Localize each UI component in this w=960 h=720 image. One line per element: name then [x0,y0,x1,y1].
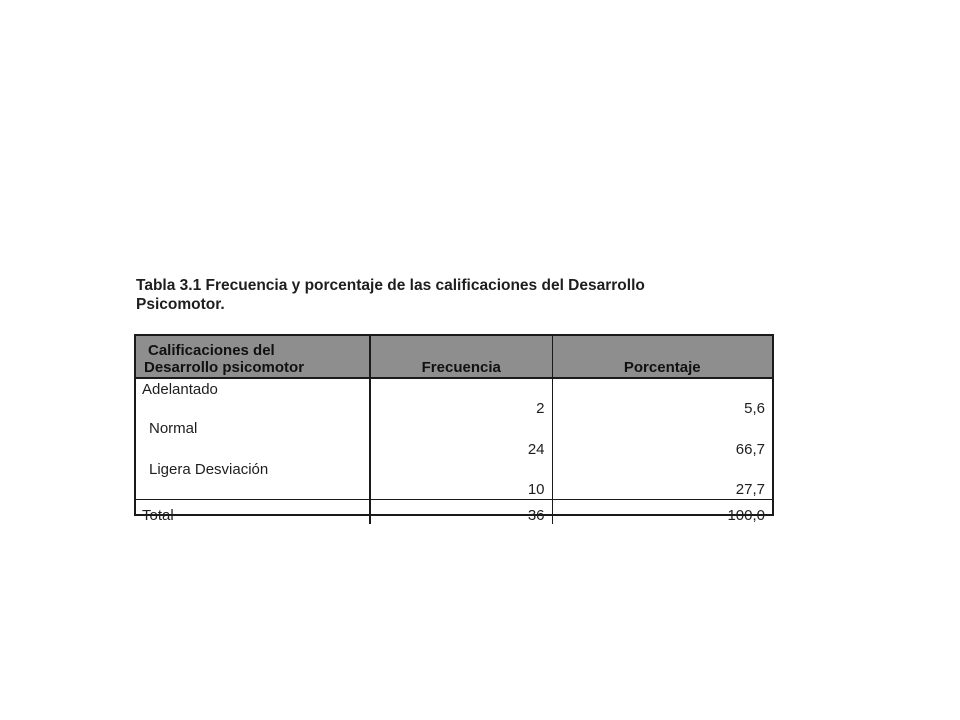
table-total-row [136,500,772,525]
row-label: Adelantado [136,378,370,418]
table-row [136,418,772,459]
total-frequency: 36 [370,500,552,525]
header-category [136,336,370,378]
total-label: Total [136,500,370,525]
frequency-table [134,334,774,524]
row-label: Ligera Desviación [136,459,370,500]
total-percentage: 100,0 [552,500,772,525]
table-row [136,378,772,418]
row-frequency: 2 [370,378,552,418]
header-category-line-2: Desarrollo psicomotor [144,359,305,376]
row-percentage: 66,7 [735,441,765,458]
row-frequency: 24 [370,418,552,459]
caption-line-2: Psicomotor. [136,296,225,313]
table-row [136,459,772,500]
table-caption [136,276,776,314]
caption-line-1: Tabla 3.1 Frecuencia y porcentaje de las calificaciones del Desarrollo [136,277,645,294]
header-percentage: Porcentaje [552,336,772,378]
row-label: Normal [136,418,370,459]
header-category-line-1: Calificaciones del [148,342,275,359]
row-frequency: 10 [370,459,552,500]
row-percentage: 5,6 [744,400,765,417]
header-frequency: Frecuencia [370,336,552,378]
table-header-row [136,336,772,378]
row-percentage: 27,7 [735,481,765,498]
